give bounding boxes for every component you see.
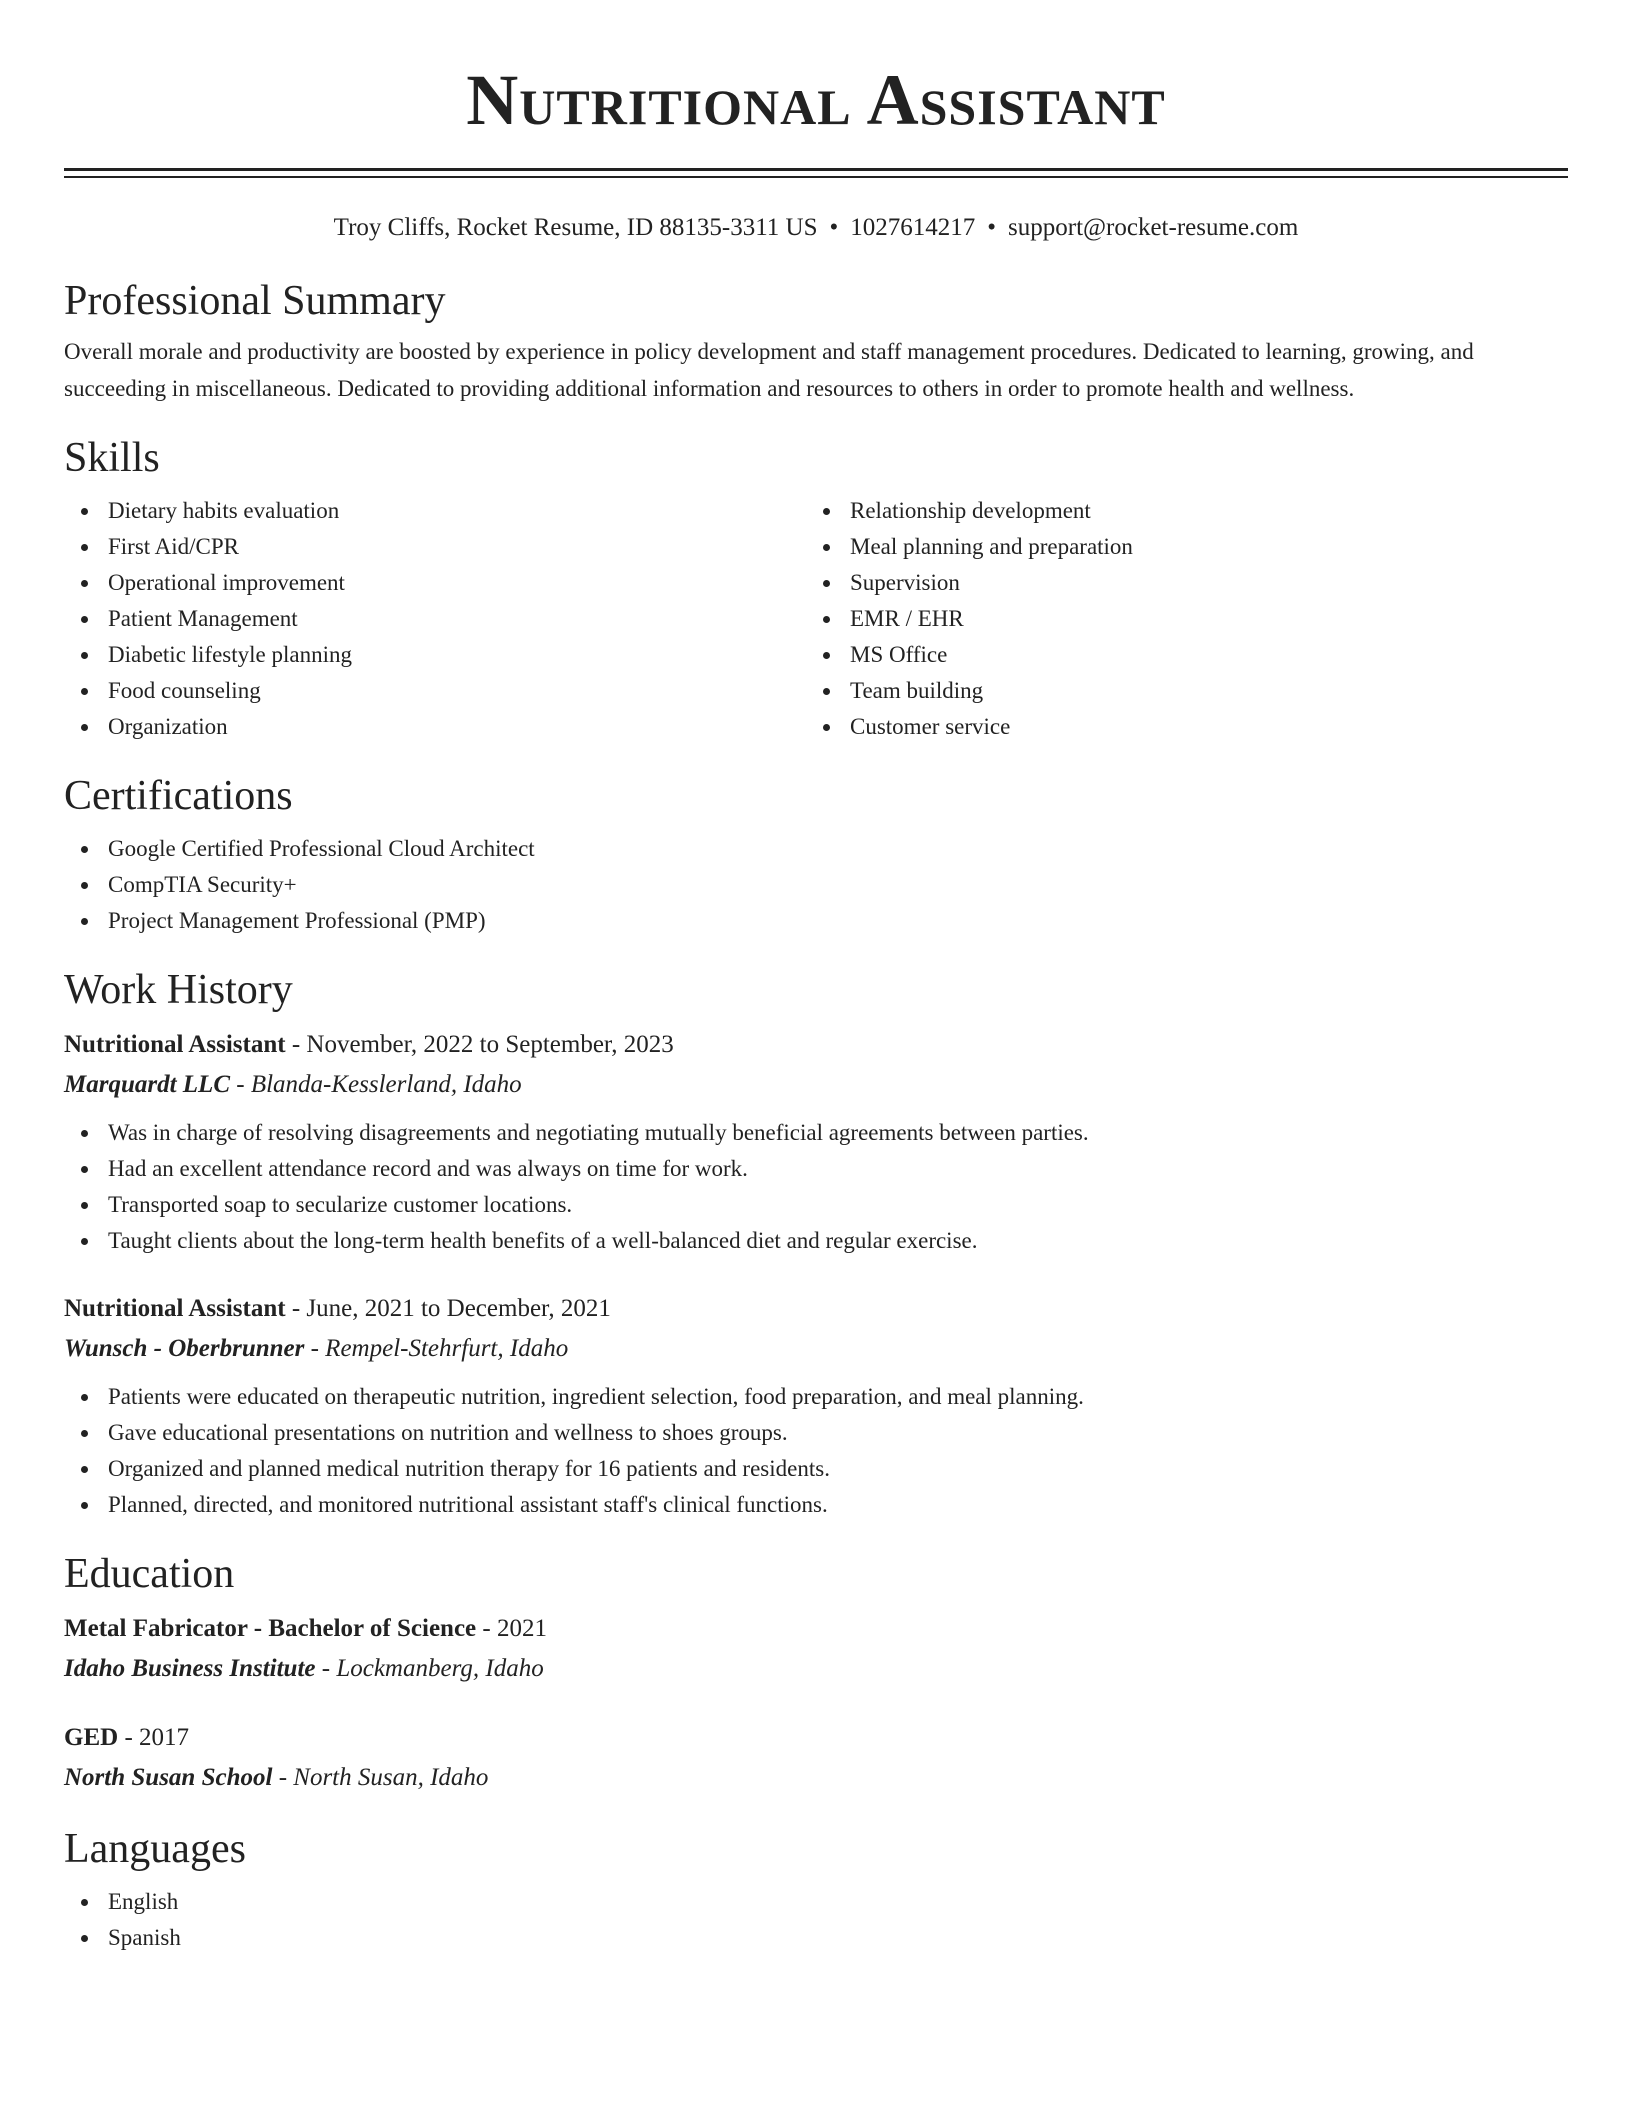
job-company-line: [64, 1065, 1568, 1105]
job-bullet: Planned, directed, and monitored nutritional assistant staff's clinical functions.: [64, 1487, 1568, 1523]
title-divider-thick: [64, 168, 1568, 171]
job-title: Nutritional Assistant: [64, 1031, 286, 1058]
job-bullets: [64, 1379, 1568, 1523]
certifications-section: [64, 767, 1568, 939]
resume-page: [64, 0, 1568, 1956]
job-title: Nutritional Assistant: [64, 1295, 286, 1322]
job-location: - Blanda-Kesslerland, Idaho: [230, 1071, 522, 1098]
education-heading: Education: [64, 1551, 235, 1597]
skill-item: Customer service: [806, 709, 1548, 745]
language-item: English: [64, 1884, 1568, 1920]
title-divider-thin: [64, 176, 1568, 178]
skill-item: EMR / EHR: [806, 601, 1548, 637]
skill-item: Organization: [64, 709, 806, 745]
job-entry: [64, 1289, 1568, 1523]
skill-item: Supervision: [806, 565, 1548, 601]
education-degree-line: [64, 1718, 1568, 1758]
certification-item: CompTIA Security+: [64, 867, 1568, 903]
education-entry: [64, 1609, 1568, 1689]
summary-section: [64, 272, 1568, 407]
contact-separator: •: [987, 214, 997, 241]
job-dates: - November, 2022 to September, 2023: [285, 1031, 674, 1058]
skills-section: [64, 429, 1568, 745]
contact-address: Troy Cliffs, Rocket Resume, ID 88135-3311 US: [333, 214, 818, 241]
job-bullet: Organized and planned medical nutrition therapy for 16 patients and residents.: [64, 1451, 1568, 1487]
job-bullet: Transported soap to secularize customer locations.: [64, 1187, 1568, 1223]
skill-item: Food counseling: [64, 673, 806, 709]
job-bullet: Was in charge of resolving disagreements and negotiating mutually beneficial agreements between parties.: [64, 1115, 1568, 1151]
skills-columns: [64, 493, 1568, 745]
job-company: Wunsch - Oberbrunner: [64, 1335, 305, 1362]
skills-list-left: [64, 493, 806, 745]
skill-item: Dietary habits evaluation: [64, 493, 806, 529]
education-school-line: [64, 1758, 1568, 1798]
certifications-list: [64, 831, 1568, 939]
education-entry: [64, 1718, 1568, 1798]
job-bullet: Had an excellent attendance record and was always on time for work.: [64, 1151, 1568, 1187]
job-entry: [64, 1025, 1568, 1259]
skill-item: Patient Management: [64, 601, 806, 637]
skill-item: MS Office: [806, 637, 1548, 673]
work-section: [64, 961, 1568, 1523]
education-degree: Metal Fabricator - Bachelor of Science: [64, 1615, 477, 1642]
certification-item: Project Management Professional (PMP): [64, 903, 1568, 939]
education-degree-line: [64, 1609, 1568, 1649]
summary-text: Overall morale and productivity are boosted by experience in policy development and staff management procedures. Dedicated to learning, growing, and succeeding in miscellaneous. Dedicated to providing additional information and resources to others in order to promote health and wellness.: [64, 339, 1474, 401]
work-heading: Work History: [64, 967, 293, 1013]
education-school: Idaho Business Institute: [64, 1655, 316, 1682]
skills-list-right: [806, 493, 1548, 745]
contact-separator: •: [829, 214, 839, 241]
education-school: North Susan School: [64, 1764, 273, 1791]
contact-line: [64, 208, 1568, 248]
education-year: - 2021: [476, 1615, 547, 1642]
job-bullet: Patients were educated on therapeutic nutrition, ingredient selection, food preparation, and meal planning.: [64, 1379, 1568, 1415]
job-title-line: [64, 1289, 1568, 1329]
job-title-line: [64, 1025, 1568, 1065]
certification-item: Google Certified Professional Cloud Architect: [64, 831, 1568, 867]
education-school-line: [64, 1649, 1568, 1689]
skill-item: Meal planning and preparation: [806, 529, 1548, 565]
languages-list: [64, 1884, 1568, 1956]
skill-item: Operational improvement: [64, 565, 806, 601]
job-bullets: [64, 1115, 1568, 1259]
job-bullet: Gave educational presentations on nutrition and wellness to shoes groups.: [64, 1415, 1568, 1451]
languages-section: [64, 1820, 1568, 1956]
job-company: Marquardt LLC: [64, 1071, 231, 1098]
education-year: - 2017: [118, 1724, 190, 1751]
skills-heading: Skills: [64, 435, 160, 481]
resume-title: Nutritional Assistant: [466, 60, 1166, 140]
education-degree: GED: [64, 1724, 119, 1751]
skill-item: Team building: [806, 673, 1548, 709]
certifications-heading: Certifications: [64, 773, 293, 819]
job-bullet: Taught clients about the long-term health benefits of a well-balanced diet and regular exercise.: [64, 1223, 1568, 1259]
skill-item: Diabetic lifestyle planning: [64, 637, 806, 673]
education-location: - Lockmanberg, Idaho: [315, 1655, 544, 1682]
job-location: - Rempel-Stehrfurt, Idaho: [304, 1335, 569, 1362]
education-location: - North Susan, Idaho: [272, 1764, 489, 1791]
skill-item: Relationship development: [806, 493, 1548, 529]
contact-phone: 1027614217: [850, 214, 976, 241]
job-dates: - June, 2021 to December, 2021: [285, 1295, 611, 1322]
languages-heading: Languages: [64, 1826, 246, 1872]
summary-heading: Professional Summary: [64, 278, 446, 324]
contact-email[interactable]: support@rocket-resume.com: [1008, 214, 1299, 241]
education-section: [64, 1545, 1568, 1798]
language-item: Spanish: [64, 1920, 1568, 1956]
job-company-line: [64, 1329, 1568, 1369]
skill-item: First Aid/CPR: [64, 529, 806, 565]
